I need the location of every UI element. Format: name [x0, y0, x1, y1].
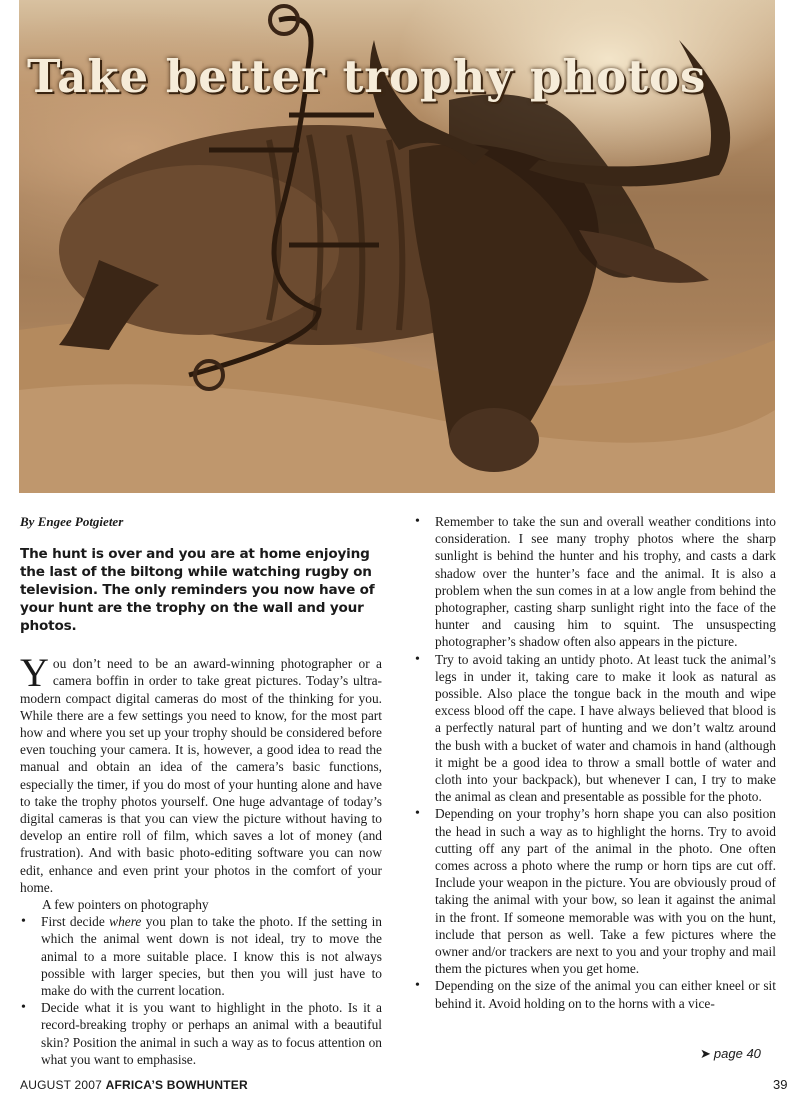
archer-icon: ➤	[700, 1046, 711, 1061]
issue-date: AUGUST 2007	[20, 1078, 103, 1092]
list-item: • Depending on the size of the animal you can either kneel or sit behind it. Avoid holding on to the horns with a vice-	[414, 977, 776, 1011]
drop-cap: Y	[20, 650, 49, 696]
continued-label: page 40	[713, 1046, 761, 1061]
list-item: • Remember to take the sun and overall weather conditions into consideration. I see many trophy photos where the sharp sunlight is behind the hunter and his trophy, and casts a dark shadow over the hunter’s face and the animal. It is also a problem when the sun comes in at a low angle from behind the photographer, casting sharp sunlight right into the face of the hunter and causing him to squint. The unsuspecting photographer’s shadow often also appears in the picture.	[414, 513, 776, 651]
right-column	[414, 513, 776, 1012]
list-item: • Try to avoid taking an untidy photo. At least tuck the animal’s legs in under it, taking care to make it look as natural as possible. Also place the tongue back in the mouth and wipe excess blood off the cape. I have always believed that blood is a perfectly natural part of hunting and we don’t waltz around the bush with a bucket of water and chamois in hand (although it might be a good idea to throw a small bottle of water and cloth into your backpack), but whenever I can, I try to make the animal as clean and presentable as possible for the photo.	[414, 651, 776, 806]
bullet-list	[20, 913, 382, 1068]
page-footer	[20, 1078, 248, 1092]
body-text: ou don’t need to be an award-winning photographer or a camera boffin in order to take great pictures. Today’s ultra-modern compact digital cameras do most of the thinking for you. While there are a few settings you need to know, for the most part how and where you set up your trophy should be considered before even touching your camera. It is, however, a good idea to read the manual and obtain an idea of the camera’s basic functions, especially the timer, if you do most of your hunting alone and have to take the trophy photos yourself. One huge advantage of today’s digital cameras is that you can view the picture without having to develop an entire roll of film, which saves a lot of money (and frustration). And with basic photo-editing software you can now edit, enhance and even print your photos in the comfort of your home.	[20, 656, 382, 895]
article-title: Take better trophy photos	[27, 50, 707, 103]
list-item: • Depending on your trophy’s horn shape you can also position the head in such a way as to highlight the horns. Try to avoid cutting off any part of the animal in the photo. One often comes across a photo where the rump or horn tips are cut off. Include your weapon in the picture. You are obviously proud of taking the animal with your bow, so lean it against the animal in the front. If someone memorable was with you on the hunt, include that person as well. Take a few pictures where the owner and/or trackers are next to you and your trophy and mail them the pictures when you get home.	[414, 805, 776, 977]
list-item: • Decide what it is you want to highlight in the photo. Is it a record-breaking trophy or perhaps an animal with a beautiful skin? Position the animal in such a way as to focus attention on what you want to emphasise.	[20, 999, 382, 1068]
bullet-list	[414, 513, 776, 1012]
pointers-heading: A few pointers on photography	[42, 897, 209, 913]
body-paragraph	[20, 650, 382, 896]
left-column	[20, 513, 382, 1068]
continued-on-page	[700, 1046, 761, 1062]
hero-photo	[19, 0, 775, 493]
intro-paragraph: The hunt is over and you are at home enjoying the last of the biltong while watching rugby on television. The only reminders you now have of your hunt are the trophy on the wall and your photos.	[20, 546, 375, 635]
magazine-name: AFRICA’S BOWHUNTER	[105, 1078, 248, 1092]
list-item: • First decide where you plan to take the photo. If the setting in which the animal went down is not ideal, try to move the animal to a more suitable place. I know this is not always possible with larger species, but then you will just have to make do with the current location.	[20, 913, 382, 999]
page-number: 39	[773, 1077, 788, 1092]
byline: By Engee Potgieter	[20, 514, 124, 529]
